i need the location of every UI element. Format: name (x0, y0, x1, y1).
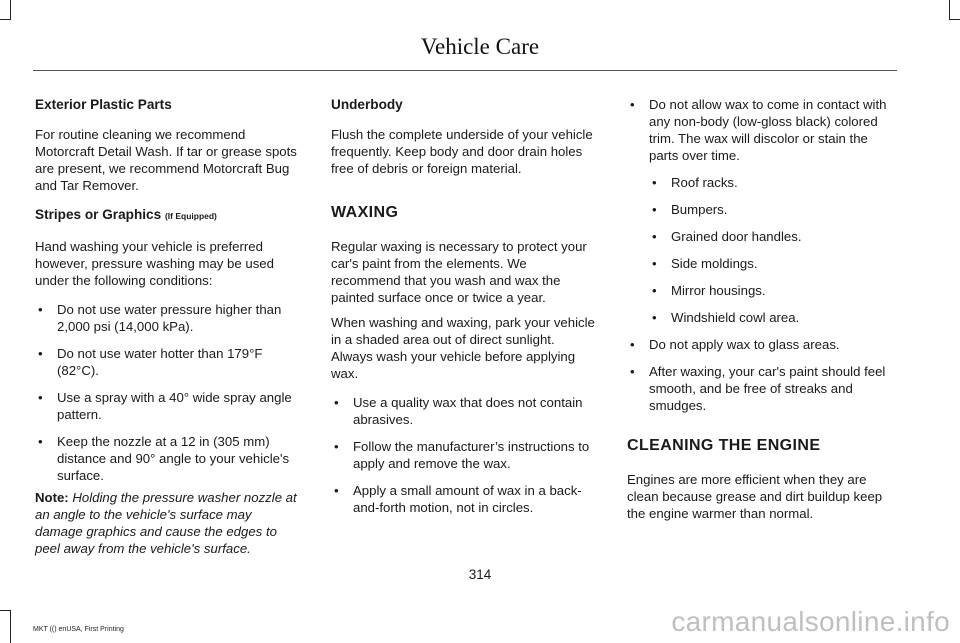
page-number: 314 (468, 567, 492, 582)
note-label: Note: (35, 490, 69, 505)
section-heading-underbody: Underbody (331, 97, 403, 112)
paragraph: Regular waxing is necessary to protect your car's paint from the elements. We recommend that you wash and wax the painted surface once or twice a year. (331, 239, 587, 305)
crop-mark (0, 610, 11, 611)
crop-mark (10, 0, 11, 20)
list-item: • Apply a small amount of wax in a back-and-forth motion, not in circles. (331, 482, 598, 516)
list-item: • After waxing, your car's paint should feel smooth, and be free of streaks and smudges. (627, 363, 897, 414)
list-item (627, 96, 897, 326)
bullet-list (35, 301, 302, 484)
sub-list-item: • Mirror housings. (649, 282, 897, 299)
sub-list-item: • Windshield cowl area. (649, 309, 897, 326)
paragraph: Flush the complete underside of your vehicle frequently. Keep body and door drain holes free of debris or foreign material. (331, 127, 593, 176)
list-item: • Do not use water hotter than 179°F (82°C). (35, 345, 302, 379)
list-item: • Follow the manufacturer’s instructions to apply and remove the wax. (331, 438, 598, 472)
paragraph: Engines are more efficient when they are clean because grease and dirt buildup keep the engine warmer than normal. (627, 472, 883, 521)
paragraph: When washing and waxing, park your vehicle in a shaded area out of direct sunlight. Always wash your vehicle before applying wax. (331, 315, 595, 381)
list-item: • Keep the nozzle at a 12 in (305 mm) distance and 90° angle to your vehicle's surface. (35, 433, 302, 484)
list-item: • Do not apply wax to glass areas. (627, 336, 897, 353)
note-text: Holding the pressure washer nozzle at an angle to the vehicle's surface may damage graphics and cause the edges to peel away from the vehicle's surface. (35, 490, 297, 556)
header-divider (33, 70, 897, 71)
page-title: Vehicle Care (420, 34, 540, 59)
sub-list-item: • Bumpers. (649, 201, 897, 218)
paragraph: For routine cleaning we recommend Motorcraft Detail Wash. If tar or grease spots are present, we recommend Motorcraft Bug and Tar Remover. (35, 127, 297, 193)
list-item: • Do not use water pressure higher than 2,000 psi (14,000 kPa). (35, 301, 302, 335)
sub-bullet-list (649, 174, 897, 326)
section-heading-cleaning-engine: CLEANING THE ENGINE (627, 437, 821, 454)
heading-suffix: (If Equipped) (164, 211, 217, 221)
section-heading-exterior-plastic: Exterior Plastic Parts (35, 97, 172, 112)
watermark: carmanualsonline.info (671, 606, 950, 637)
list-item-text: Do not allow wax to come in contact with any non-body (low-gloss black) colored trim. The wax will discolor or stain the parts over time. (649, 97, 887, 163)
list-item: • Use a quality wax that does not contain abrasives. (331, 394, 598, 428)
heading-text: Stripes or Graphics (35, 207, 162, 222)
note (35, 489, 302, 557)
paragraph: Hand washing your vehicle is preferred however, pressure washing may be used under the following conditions: (35, 239, 274, 288)
crop-mark (949, 0, 950, 20)
sub-list-item: • Roof racks. (649, 174, 897, 191)
column-2 (331, 96, 598, 526)
sub-list-item: • Grained door handles. (649, 228, 897, 245)
crop-mark (0, 19, 11, 20)
section-heading-waxing: WAXING (331, 204, 399, 221)
sub-list-item: • Side moldings. (649, 255, 897, 272)
bullet-list (331, 394, 598, 516)
section-heading-stripes (35, 206, 302, 225)
print-info: MKT (() enUSA, First Printing (33, 626, 124, 633)
crop-mark (949, 19, 960, 20)
bullet-list (627, 96, 897, 414)
column-1 (35, 96, 302, 569)
column-3 (627, 96, 897, 534)
crop-mark (10, 610, 11, 643)
list-item: • Use a spray with a 40° wide spray angle pattern. (35, 389, 302, 423)
